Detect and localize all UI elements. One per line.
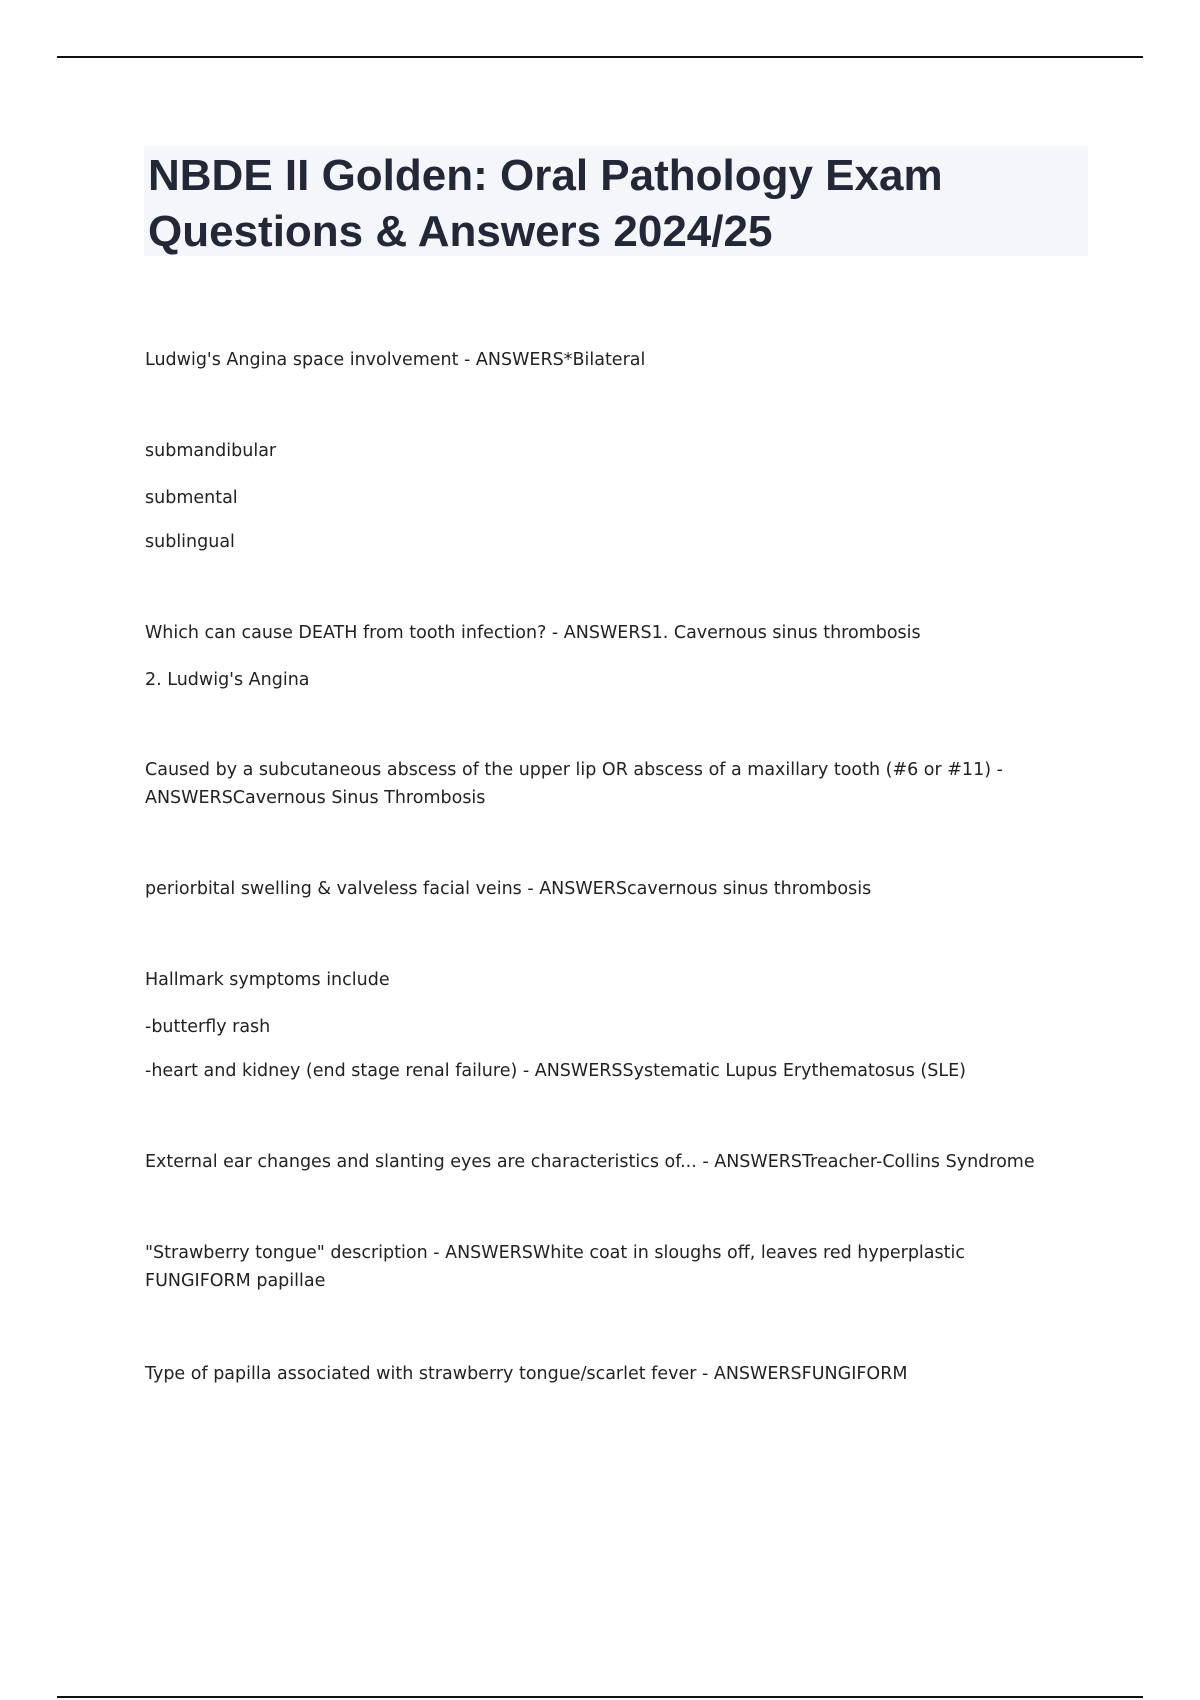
qa-line-cavernous-cause: Caused by a subcutaneous abscess of the upper lip OR abscess of a maxillary tooth (#6 or #11) - ANSWERSCavernous Sinus Thrombosis — [145, 760, 1009, 808]
title-block — [144, 146, 1088, 256]
qa-line-ludwig-spaces: Ludwig's Angina space involvement - ANSWERS*Bilateral — [145, 350, 646, 370]
qa-line-sle: -heart and kidney (end stage renal failure) - ANSWERSSystematic Lupus Erythematosus (SLE) — [145, 1061, 966, 1081]
qa-line-sublingual: sublingual — [145, 532, 235, 552]
qa-line-submandibular: submandibular — [145, 441, 277, 461]
qa-line-death-tooth-infection: Which can cause DEATH from tooth infection? - ANSWERS1. Cavernous sinus thrombosis — [145, 623, 921, 643]
qa-line-periorbital: periorbital swelling & valveless facial veins - ANSWERScavernous sinus thrombosis — [145, 879, 872, 899]
header-rule — [57, 56, 1143, 58]
page-title: NBDE II Golden: Oral Pathology Exam Questions & Answers 2024/25 — [148, 151, 943, 256]
qa-line-papilla-type: Type of papilla associated with strawberry tongue/scarlet fever - ANSWERSFUNGIFORM — [145, 1364, 908, 1384]
qa-line-hallmark: Hallmark symptoms include — [145, 970, 390, 990]
footer-rule — [57, 1696, 1143, 1698]
qa-line-strawberry-tongue: "Strawberry tongue" description - ANSWERSWhite coat in sloughs off, leaves red hyperplastic FUNGIFORM papillae — [145, 1243, 971, 1291]
qa-line-treacher-collins: External ear changes and slanting eyes are characteristics of... - ANSWERSTreacher-Collins Syndrome — [145, 1152, 1035, 1172]
qa-line-submental: submental — [145, 488, 238, 508]
qa-line-ludwigs-angina: 2. Ludwig's Angina — [145, 670, 310, 690]
qa-line-butterfly-rash: -butterfly rash — [145, 1017, 271, 1037]
